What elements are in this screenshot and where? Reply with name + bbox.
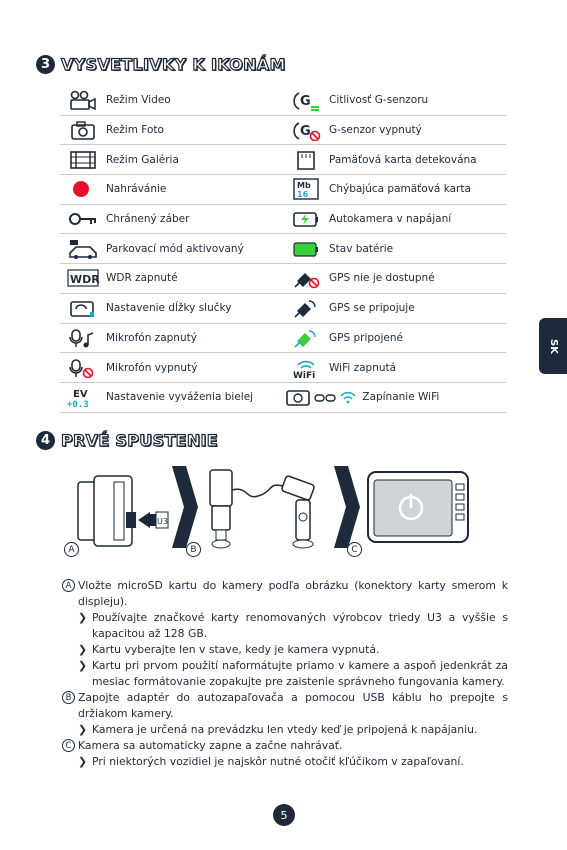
- step-text: Kamera sa automaticky zapne a začne nahrávať.: [78, 739, 343, 752]
- legend-label: Autokamera v napájaní: [329, 204, 506, 234]
- step-text: Vložte microSD kartu do kamery podľa obrázku (konektory karty smerom k displeju).: [78, 579, 508, 608]
- charging-icon: [289, 213, 323, 225]
- legend-label: GPS pripojené: [329, 323, 506, 353]
- legend-label: G-senzor vypnutý: [329, 115, 506, 145]
- legend-row: [60, 382, 506, 412]
- legend-label: WiFi zapnutá: [329, 353, 506, 383]
- legend-row: [60, 175, 506, 205]
- setup-illustration: [68, 462, 508, 556]
- g-sensor-sensitivity-icon: [289, 94, 323, 110]
- card-class-label: U3: [157, 517, 168, 526]
- legend-icon-cell: [283, 234, 329, 264]
- legend-icon-cell: [283, 145, 329, 175]
- legend-icon-cell: [60, 264, 106, 294]
- gps-unavailable-icon: [289, 272, 323, 284]
- legend-icon-cell: [283, 86, 329, 115]
- section-number: 4: [36, 431, 55, 450]
- legend-icon-cell: [283, 175, 329, 205]
- legend-icon-cell: [283, 115, 329, 145]
- legend-icon-cell: [60, 145, 106, 175]
- section-title: VYSVETLIVKY K IKONÁM: [61, 55, 286, 74]
- legend-label: Zapínanie WiFi: [362, 391, 440, 404]
- svg-text:WDR: WDR: [70, 273, 100, 287]
- chevron-right-icon: ❯: [78, 643, 88, 656]
- svg-text:G: G: [300, 94, 311, 110]
- legend-label: GPS nie je dostupné: [329, 264, 506, 294]
- legend-label: Režim Galéria: [106, 145, 283, 175]
- figure-label-c: C: [347, 542, 362, 557]
- wdr-icon: [66, 272, 100, 287]
- legend-icon-cell: [283, 204, 329, 234]
- legend-icon-cell: [60, 323, 106, 353]
- legend-icon-cell: [60, 293, 106, 323]
- svg-text:EV: EV: [73, 389, 88, 401]
- gallery-mode-icon: [66, 154, 100, 166]
- step-note: Kartu vyberajte len v stave, kedy je kamera vypnutá.: [92, 643, 380, 656]
- icon-legend-table: [60, 86, 506, 413]
- legend-row: [60, 204, 506, 234]
- missing-memory-card-icon: [289, 181, 323, 200]
- legend-label: Mikrofón zapnutý: [106, 323, 283, 353]
- language-tab: [539, 318, 567, 374]
- legend-icon-cell: [283, 382, 506, 412]
- page-number: 5: [273, 804, 295, 826]
- step-a: [62, 578, 508, 690]
- protected-key-icon: [66, 213, 100, 225]
- step-note: Kartu pri prvom použití naformátujte priamo v kamere a aspoň jedenkrát za mesiac formátovanie zopakujte pre zaistenie správneho fungovania kamery.: [92, 659, 508, 688]
- legend-icon-cell: [60, 175, 106, 205]
- arrow-chevron: [172, 466, 198, 548]
- svg-text:G: G: [300, 124, 311, 140]
- battery-icon: [289, 243, 323, 255]
- mic-on-icon: [66, 332, 100, 344]
- chevron-right-icon: ❯: [78, 755, 88, 768]
- legend-icon-cell: [60, 204, 106, 234]
- section-number: 3: [36, 55, 55, 74]
- section-4-heading: [36, 431, 218, 450]
- camera-power-picture: [368, 472, 468, 542]
- setup-instructions: [62, 578, 508, 770]
- figure-label-a: A: [64, 542, 79, 557]
- legend-label: Mikrofón vypnutý: [106, 353, 283, 383]
- legend-label: Pamäťová karta detekována: [329, 145, 506, 175]
- legend-row: [60, 323, 506, 353]
- legend-label: WDR zapnuté: [106, 264, 283, 294]
- parking-mode-icon: [66, 243, 100, 255]
- legend-row: [60, 353, 506, 383]
- svg-text:+0.3: +0.3: [67, 400, 89, 409]
- legend-icon-cell: [60, 234, 106, 264]
- section-3-heading: [36, 55, 286, 74]
- legend-label: GPS se pripojuje: [329, 293, 506, 323]
- wifi-toggle-icon: [285, 391, 359, 403]
- legend-label: Nastavenie vyváženia bielej: [106, 382, 283, 412]
- legend-label: Parkovací mód aktivovaný: [106, 234, 283, 264]
- step-note: Kamera je určená na prevádzku len vtedy keď je pripojená k napájaniu.: [92, 723, 478, 736]
- legend-row: [60, 115, 506, 145]
- loop-length-icon: [66, 302, 100, 314]
- legend-icon-cell: [283, 293, 329, 323]
- wifi-on-icon: [289, 362, 323, 379]
- step-note: Používajte značkové karty renomovaných výrobcov triedy U3 a vyššie s kapacitou až 128 GB.: [92, 611, 508, 640]
- arrow-chevron: [334, 466, 360, 548]
- setup-steps-figure: [68, 462, 508, 552]
- legend-icon-cell: [60, 353, 106, 383]
- language-tab-label: SK: [547, 338, 559, 354]
- step-text: Zapojte adaptér do autozapaľovača a pomocou USB káblu ho prepojte s držiakom kamery.: [78, 691, 508, 720]
- svg-text:Mb: Mb: [297, 181, 311, 191]
- legend-label: Nastavenie dĺžky slučky: [106, 293, 283, 323]
- insert-card-picture: [78, 476, 168, 546]
- legend-icon-cell: [283, 353, 329, 383]
- step-note: Pri niektorých vozidiel je najskôr nutné otočiť kľúčikom v zapaľovaní.: [92, 755, 464, 768]
- legend-icon-cell: [60, 382, 106, 412]
- svg-text:16: 16: [297, 190, 309, 200]
- legend-row: [60, 293, 506, 323]
- legend-label: Režim Video: [106, 86, 283, 115]
- chevron-right-icon: ❯: [78, 659, 88, 672]
- svg-text:WiFi: WiFi: [293, 370, 316, 379]
- legend-label: Režim Foto: [106, 115, 283, 145]
- chevron-right-icon: ❯: [78, 723, 88, 736]
- section-title: PRVÉ SPUSTENIE: [61, 431, 219, 450]
- video-mode-icon: [66, 94, 100, 106]
- legend-row: [60, 264, 506, 294]
- legend-row: [60, 86, 506, 115]
- legend-icon-cell: [60, 115, 106, 145]
- legend-label: Stav batérie: [329, 234, 506, 264]
- chevron-right-icon: ❯: [78, 611, 88, 624]
- legend-label: Chránený záber: [106, 204, 283, 234]
- step-letter: C: [62, 739, 75, 752]
- photo-mode-icon: [66, 124, 100, 136]
- mic-off-icon: [66, 362, 100, 374]
- step-c: [62, 738, 508, 770]
- white-balance-icon: [66, 389, 100, 409]
- step-b: [62, 690, 508, 738]
- legend-icon-cell: [60, 86, 106, 115]
- legend-row: [60, 145, 506, 175]
- figure-label-b: B: [186, 542, 201, 557]
- car-adapter-picture: [210, 470, 315, 548]
- legend-row: [60, 234, 506, 264]
- legend-icon-cell: [283, 264, 329, 294]
- step-letter: A: [62, 579, 75, 592]
- gps-connecting-icon: [289, 302, 323, 314]
- legend-label: Nahrávánie: [106, 175, 283, 205]
- g-sensor-off-icon: [289, 124, 323, 140]
- recording-icon: [66, 183, 100, 195]
- legend-icon-cell: [283, 323, 329, 353]
- step-letter: B: [62, 691, 75, 704]
- legend-label: Citlivosť G-senzoru: [329, 86, 506, 115]
- gps-connected-icon: [289, 332, 323, 344]
- legend-label: Chýbajúca pamäťová karta: [329, 175, 506, 205]
- memory-card-icon: [289, 154, 323, 166]
